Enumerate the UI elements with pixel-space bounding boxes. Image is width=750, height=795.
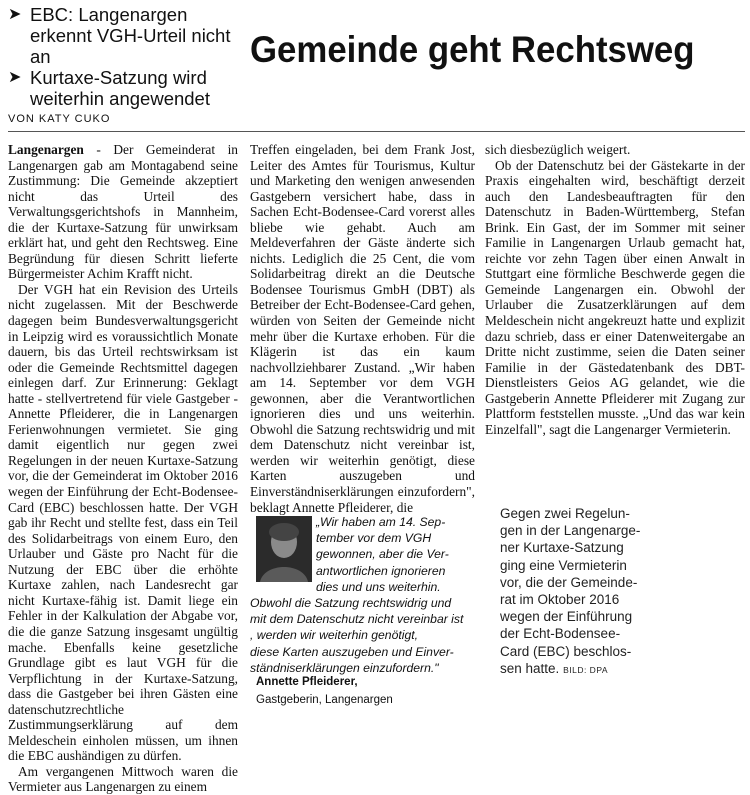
kicker-bullets	[8, 4, 243, 109]
byline: VON KATY CUKO	[8, 113, 111, 125]
caption-line: vor, die der Gemeinde-	[500, 574, 638, 590]
caption-line: wegen der Einführung	[500, 609, 633, 625]
kicker-text: Kurtaxe-Satzung wird weiterhin angewendet	[30, 67, 210, 109]
kicker-bullet	[8, 4, 243, 67]
quote-line: diese Karten auszugeben und Einver-	[250, 644, 454, 659]
quote-speaker: Annette Pfleiderer,	[256, 676, 358, 688]
arrow-right-icon: ➤	[8, 6, 22, 23]
caption-line: der Echt-Bodensee-	[500, 626, 621, 642]
paragraph: Der VGH hat ein Revision des Urteils nicht zugelassen. Mit der Beschwerde dagegen beim Bundesverwaltungsgericht in Leipzig wird es voraussichtlich Monate dauern, bis das Urteil rechtswirksam ist oder die Gemeinde Rechtsmittel dagegen einlegen darf. Zur Erinnerung: Geklagt hatte - stellvertretend für viele Gastgeber - Annette Pfleiderer, die in Langenargen Ferienwohnungen vermietet. Sie ging damit eigentlich nur gegen zwei Regelungen in der neuen Kurtaxe-Satzung vor, die der Gemeinderat im Oktober 2016 wegen der Einführung der Echt-Bodensee-Card (EBC) beschlossen hatte. Der VGH gab ihr Recht und stellte fest, dass ein Teil des Solidarbeitrags von einem Euro, den Urlauber und Gäste pro Nacht für die Nutzung der EBC über die erhöhte Kurtaxe zahlen, nach Landesrecht gar nicht Kurtaxe-fähig ist. Damit liege ein Fehler in der Kalkulation der Abgabe vor, die die ganze Satzung insgesamt ungültig mache. Ebenfalls keine gesetzliche Grundlage gibt es laut VGH für die Verpflichtung in der Kurtaxe-Satzung, dass die Gastgeber bei ihren Gästen eine datenschutzrechtliche Zustimmungserklärung auf dem Meldeschein einholen müssen, um ihnen die EBC aushändigen zu dürfen.	[8, 281, 238, 764]
quote-line: „Wir haben am 14. Sep-	[316, 515, 446, 529]
caption-line	[500, 660, 650, 679]
kicker-text: EBC: Langenargen erkennt VGH-Urteil nicht an	[30, 4, 231, 67]
quote-speaker-role: Gastgeberin, Langenargen	[256, 694, 393, 706]
paragraph	[8, 142, 238, 282]
article-column-2	[250, 142, 475, 515]
quote-line: tember vor dem VGH	[316, 531, 432, 546]
caption-line: ner Kurtaxe-Satzung	[500, 540, 624, 556]
paragraph: Treffen eingeladen, bei dem Frank Jost, Leiter des Amtes für Tourismus, Kultur und Marketing den wenigen anwesenden Gastgebern versichert habe, dass in Sachen Echt-Bodensee-Card vorerst alles bliebe wie gehabt. Auch am Meldeverfahren der Gäste änderte sich nichts. Lediglich die 25 Cent, die vom Solidarbeitrag direkt an die Deutsche Bodensee Tourismus GmbH (DBT) als Betreiber der Echt-Bodensee-Card gehen, würden von Seiten der Gemeinde nicht mehr über die Kurtaxe erhoben. Für die Klägerin ist das ein kaum nachvollziehbarer Zustand. „Wir haben am 14. September vor dem VGH gewonnen, aber die Verantwortlichen ignorieren dies und uns weiterhin. Obwohl die Satzung rechtswidrig und mit dem Datenschutz nicht vereinbar ist, werden wir weiterhin genötigt, diese Karten auszugeben und Einverständniserklärungen einzufordern", beklagt Annette Pfleiderer, die	[250, 142, 475, 515]
paragraph: Am vergangenen Mittwoch waren die Vermieter aus Langenargen zu einem	[8, 763, 238, 795]
caption-line: Gegen zwei Regelun-	[500, 506, 630, 521]
quote-line: antwortlichen ignorieren	[316, 563, 446, 578]
caption-text: sen hatte.	[500, 660, 560, 676]
quote-text	[250, 514, 482, 676]
kicker-bullet	[8, 67, 243, 109]
quote-line: gewonnen, aber die Ver-	[316, 547, 449, 562]
arrow-right-icon: ➤	[8, 69, 22, 86]
divider	[8, 131, 745, 132]
photo-credit: BILD: DPA	[563, 664, 609, 675]
dateline: Langenargen	[8, 142, 84, 157]
caption-line: gen in der Langenarge-	[500, 523, 641, 539]
caption-line: ging eine Vermieterin	[500, 557, 627, 573]
article-column-3	[485, 142, 745, 462]
paragraph: Ob der Datenschutz bei der Gästekarte in der Praxis eingehalten wird, beschäftigt derzeit auch den Landesbeauftragten für den Datenschutz in Baden-Württemberg, Stefan Brink. Ein Gast, der im Sommer mit seiner Familie in Langenargen Urlaub gemacht hat, reichte vor zehn Tagen über einen Anwalt in Stuttgart eine förmliche Beschwerde gegen die Gemeinde Langenargen ein. Obwohl der Urlauber die Zusatzerklärungen auf dem Meldeschein nicht angekreuzt hatte und explizit dazu schrieb, dass er einer Datenweitergabe an Dritte nicht zustimme, seien die Daten seiner Familie in der Gästedatenbank des DBT-Dienstleisters Geios AG gelandet, wie die Gastgeberin Annette Pfleiderer mit Zugang zur Plattform feststellen musste. „Und das war kein Einzelfall", sagt die Langenarger Vermieterin.	[485, 157, 745, 437]
photo-caption	[500, 505, 650, 679]
caption-line: rat im Oktober 2016	[500, 592, 620, 608]
caption-line: Card (EBC) beschlos-	[500, 643, 632, 659]
quote-line: dies und uns weiterhin.	[316, 579, 441, 594]
quote-line: mit dem Datenschutz nicht vereinbar ist	[250, 612, 464, 627]
paragraph: sich diesbezüglich weigert.	[485, 142, 631, 157]
article-column-1	[8, 142, 238, 795]
quote-line: Obwohl die Satzung rechtswidrig und	[250, 596, 452, 611]
quote-line: , werden wir weiterhin genötigt,	[250, 628, 419, 643]
quote-line: ständniserklärungen einzufordern."	[250, 660, 439, 675]
headline: Gemeinde geht Rechtsweg	[250, 29, 695, 70]
paragraph-text: - Der Gemeinderat in Langenargen gab am Montagabend seine Zustimmung: Die Gemeinde akzeptiert nicht das Urteil des Verwaltungsgerichtshofs in Mannheim, die der Kurtaxe-Satzung für unwirksam erklärt hat, und geht den Rechtsweg. Eine Begründung für diesen Schritt lieferte Bürgermeister Achim Krafft nicht.	[8, 142, 238, 282]
